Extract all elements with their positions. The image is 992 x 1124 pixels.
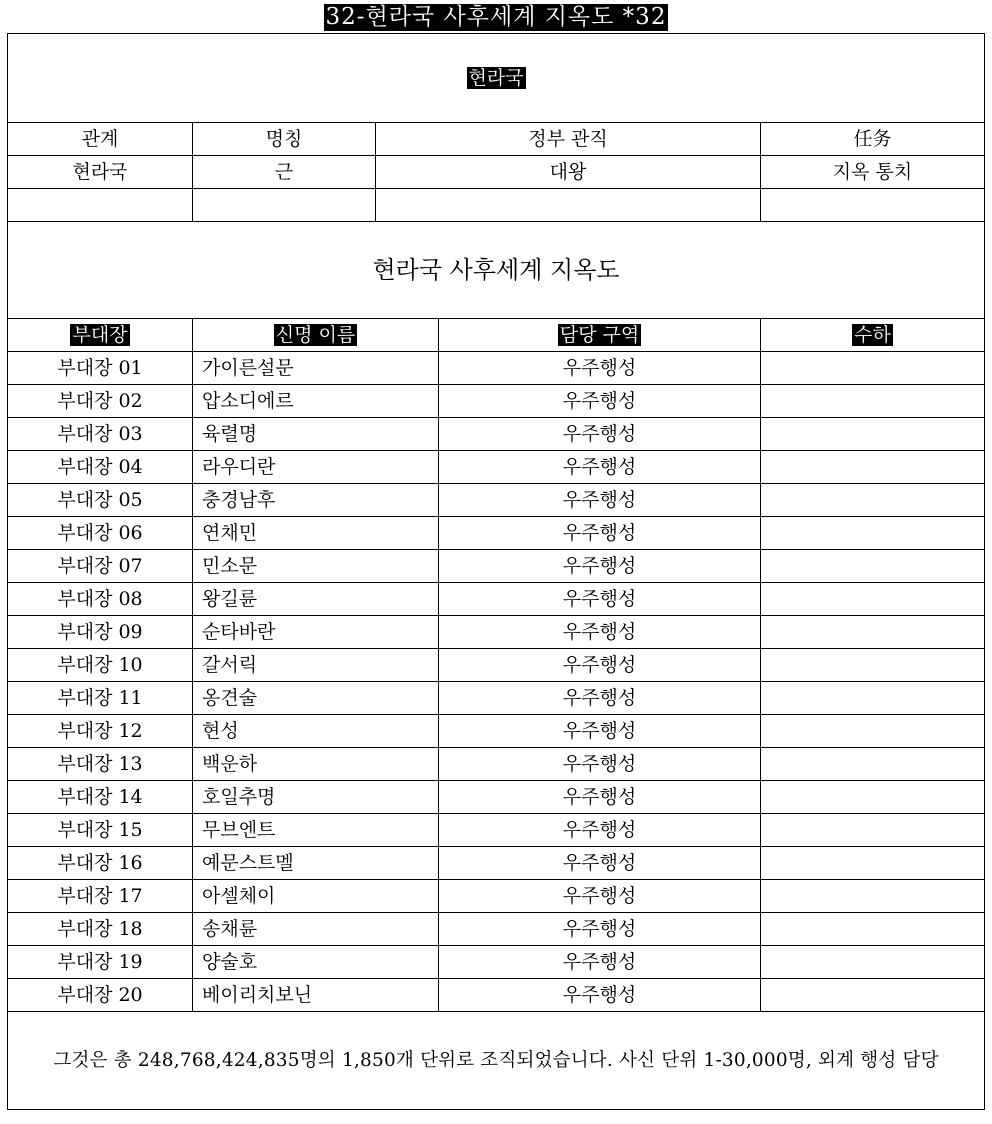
table-row [8,979,985,1012]
empty-cell [193,189,376,222]
relation-data-row [8,156,985,189]
title-wrap [0,4,992,31]
deputy-header-row [8,319,985,352]
deputy-sub-cell [761,913,985,946]
deputy-header-cell: 신명 이름 [275,324,356,346]
deputy-name-cell: 아셀체이 [193,880,439,913]
table-row [8,814,985,847]
banner-row [8,34,985,123]
deputy-name-cell: 예문스트멜 [193,847,439,880]
deputy-sub-cell [761,682,985,715]
deputy-header-cell: 부대장 [72,324,128,346]
empty-cell [8,189,193,222]
deputy-rank-cell: 부대장 02 [8,385,193,418]
deputy-area-cell: 우주행성 [439,748,761,781]
deputy-sub-cell [761,418,985,451]
relation-header-cell: 정부 관직 [376,123,761,156]
table-row [8,451,985,484]
deputy-name-cell: 압소디에르 [193,385,439,418]
relation-header-cell: 명칭 [193,123,376,156]
table-row [8,352,985,385]
deputy-rank-cell: 부대장 07 [8,550,193,583]
relation-cell: 현라국 [8,156,193,189]
deputy-sub-cell [761,946,985,979]
deputy-rank-cell: 부대장 09 [8,616,193,649]
deputy-name-cell: 육렬명 [193,418,439,451]
deputy-name-cell: 백운하 [193,748,439,781]
deputy-area-cell: 우주행성 [439,814,761,847]
empty-cell [376,189,761,222]
deputy-area-cell: 우주행성 [439,451,761,484]
section-title-row [8,222,985,319]
deputy-area-cell: 우주행성 [439,385,761,418]
deputy-name-cell: 양술호 [193,946,439,979]
deputy-area-cell: 우주행성 [439,715,761,748]
deputy-rank-cell: 부대장 05 [8,484,193,517]
deputy-sub-cell [761,616,985,649]
table-row [8,418,985,451]
deputy-area-cell: 우주행성 [439,682,761,715]
deputy-sub-cell [761,715,985,748]
deputy-area-cell: 우주행성 [439,517,761,550]
deputy-name-cell: 충경남후 [193,484,439,517]
deputy-rank-cell: 부대장 19 [8,946,193,979]
deputy-sub-cell [761,451,985,484]
deputy-name-cell: 왕길륜 [193,583,439,616]
deputy-area-cell: 우주행성 [439,352,761,385]
relation-cell: 지옥 통치 [761,156,985,189]
banner-title: 현라국 [468,67,524,89]
deputy-area-cell: 우주행성 [439,946,761,979]
deputy-rank-cell: 부대장 15 [8,814,193,847]
deputy-sub-cell [761,814,985,847]
deputy-name-cell: 갈서릭 [193,649,439,682]
deputy-sub-cell [761,649,985,682]
deputy-name-cell: 송채륜 [193,913,439,946]
deputy-name-cell: 민소문 [193,550,439,583]
deputy-area-cell: 우주행성 [439,418,761,451]
deputy-name-cell: 베이리치보닌 [193,979,439,1012]
deputy-sub-cell [761,352,985,385]
relation-header-cell: 任务 [761,123,985,156]
table-row [8,946,985,979]
deputy-name-cell: 연채민 [193,517,439,550]
deputy-name-cell: 현성 [193,715,439,748]
relation-header-cell: 관계 [8,123,193,156]
deputy-name-cell: 순타바란 [193,616,439,649]
deputy-sub-cell [761,583,985,616]
deputy-area-cell: 우주행성 [439,781,761,814]
deputy-area-cell: 우주행성 [439,979,761,1012]
deputy-name-cell: 라우디란 [193,451,439,484]
document-table [7,33,985,1110]
relation-header-row [8,123,985,156]
deputy-name-cell: 가이른설문 [193,352,439,385]
table-row [8,913,985,946]
deputy-name-cell: 무브엔트 [193,814,439,847]
deputy-rank-cell: 부대장 13 [8,748,193,781]
table-row [8,781,985,814]
deputy-sub-cell [761,385,985,418]
table-row [8,385,985,418]
deputy-rank-cell: 부대장 20 [8,979,193,1012]
page-title: 32-현라국 사후세계 지옥도 *32 [325,4,667,30]
deputy-sub-cell [761,550,985,583]
deputy-rank-cell: 부대장 18 [8,913,193,946]
table-row [8,715,985,748]
deputy-rank-cell: 부대장 12 [8,715,193,748]
deputy-header-cell: 담당 구역 [559,324,640,346]
deputy-rank-cell: 부대장 04 [8,451,193,484]
deputy-rank-cell: 부대장 08 [8,583,193,616]
deputy-area-cell: 우주행성 [439,847,761,880]
deputy-rank-cell: 부대장 17 [8,880,193,913]
table-row [8,880,985,913]
deputy-header-cell: 수하 [854,324,891,346]
table-row [8,847,985,880]
table-row [8,748,985,781]
table-row [8,517,985,550]
table-row [8,682,985,715]
deputy-rank-cell: 부대장 16 [8,847,193,880]
table-row [8,649,985,682]
section-title: 현라국 사후세계 지옥도 [8,222,985,319]
table-row [8,583,985,616]
deputy-sub-cell [761,781,985,814]
footer-row [8,1012,985,1110]
deputy-rank-cell: 부대장 06 [8,517,193,550]
deputy-area-cell: 우주행성 [439,913,761,946]
table-row [8,550,985,583]
deputy-sub-cell [761,748,985,781]
deputy-sub-cell [761,484,985,517]
deputy-sub-cell [761,517,985,550]
deputy-area-cell: 우주행성 [439,484,761,517]
deputy-rank-cell: 부대장 01 [8,352,193,385]
footer-text: 그것은 총 248,768,424,835명의 1,850개 단위로 조직되었습니다. 사신 단위 1-30,000명, 외계 행성 담당 [8,1012,985,1110]
deputy-rank-cell: 부대장 14 [8,781,193,814]
relation-cell: 근 [193,156,376,189]
deputy-sub-cell [761,979,985,1012]
table-row [8,616,985,649]
table-row [8,484,985,517]
deputy-sub-cell [761,847,985,880]
deputy-sub-cell [761,880,985,913]
deputy-rank-cell: 부대장 11 [8,682,193,715]
deputy-area-cell: 우주행성 [439,649,761,682]
deputy-area-cell: 우주행성 [439,583,761,616]
deputy-area-cell: 우주행성 [439,880,761,913]
deputy-name-cell: 옹견술 [193,682,439,715]
relation-empty-row [8,189,985,222]
empty-cell [761,189,985,222]
relation-cell: 대왕 [376,156,761,189]
deputy-name-cell: 호일추명 [193,781,439,814]
deputy-rank-cell: 부대장 10 [8,649,193,682]
deputy-area-cell: 우주행성 [439,550,761,583]
deputy-area-cell: 우주행성 [439,616,761,649]
deputy-rank-cell: 부대장 03 [8,418,193,451]
